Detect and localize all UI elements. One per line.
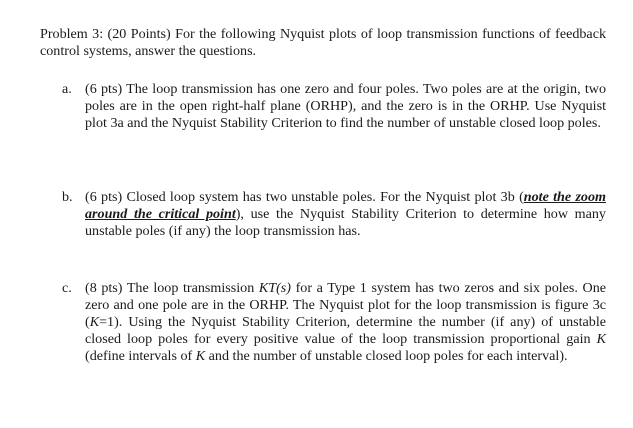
question-b-note: note the zoom around the critical point [85,189,606,222]
question-b-text-end: ), use the Nyquist Stability Criterion to determine how many unstable poles (if any) the loop transmission has. [85,206,606,239]
question-c-k-equals: K [89,314,100,330]
question-b-marker: b. [62,189,73,205]
question-b-text-start: (6 pts) Closed loop system has two unstable poles. For the Nyquist plot 3b ( [85,189,524,205]
question-c-marker: c. [62,280,72,296]
question-a-marker: a. [62,81,72,97]
question-b [62,189,606,240]
question-c [62,280,606,365]
question-c-k-gain: K [596,331,606,347]
problem-intro: Problem 3: (20 Points) For the following Nyquist plots of loop transmission functions of feedback control systems, answer the questions. [40,26,606,59]
question-a-text: (6 pts) The loop transmission has one zero and four poles. Two poles are at the origin, two poles are in the open right-half plane (ORHP), and the zero is in the ORHP. Use Nyquist plot 3a and the Nyquist Stability Criterion to find the number of unstable closed loop poles. [85,81,606,131]
question-c-text-2: for a Type 1 system has two zeros and six poles. One zero and one pole are in the ORHP. The Nyquist plot for the loop transmission is figure 3c ( [85,280,606,330]
question-c-text [85,280,606,365]
question-a [62,81,606,132]
question-b-text [85,189,606,240]
question-c-k-interval: K [195,348,206,364]
question-c-text-5: and the number of unstable closed loop poles for each interval). [205,348,568,364]
question-c-text-1: (8 pts) The loop transmission [85,280,259,296]
question-c-kt: KT(s) [258,280,291,296]
question-c-text-4: (define intervals of [85,348,196,364]
question-c-text-3: =1). Using the Nyquist Stability Criterion, determine the number (if any) of unstable closed loop poles for every positive value of the loop transmission proportional gain [85,314,606,347]
